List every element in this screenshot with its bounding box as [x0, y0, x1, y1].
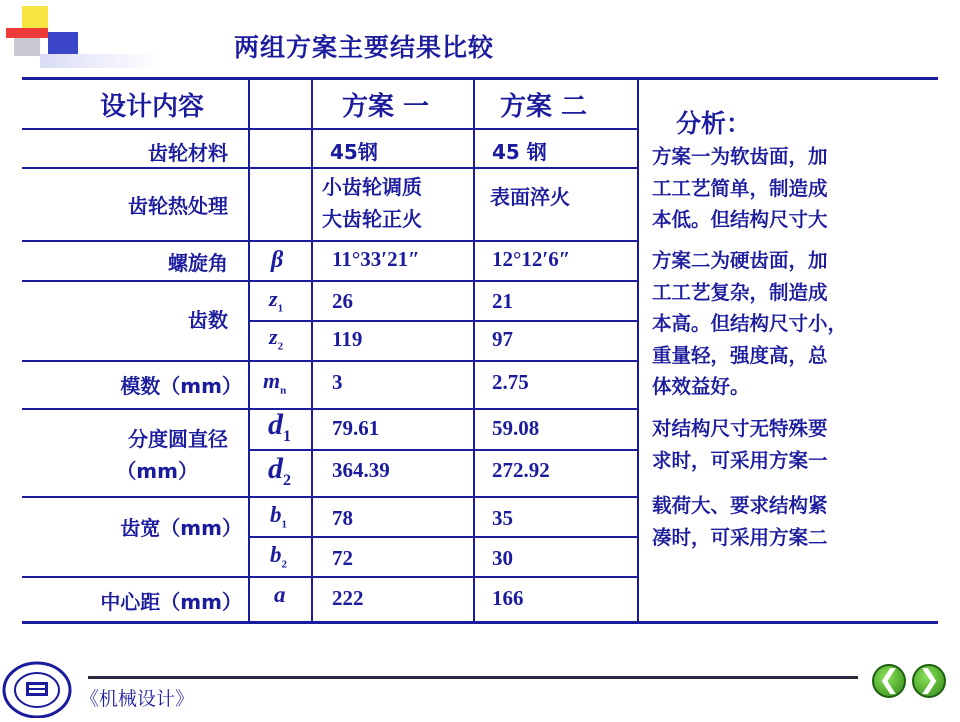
z2-scheme-1: 119	[332, 327, 363, 351]
decorative-gray-square	[14, 38, 40, 56]
analysis-line: 体效益好。	[652, 375, 750, 398]
page-title: 两组方案主要结果比较	[234, 33, 495, 62]
row-divider	[248, 536, 638, 538]
analysis-line: 本低。但结构尺寸大	[652, 208, 828, 231]
z1-scheme-2: 21	[492, 289, 513, 313]
b1-scheme-1: 78	[332, 506, 353, 530]
d2-scheme-2: 272.92	[492, 458, 550, 482]
row-divider	[22, 128, 638, 130]
row-divider	[22, 360, 638, 362]
z1-scheme-1: 26	[332, 289, 353, 313]
d2-scheme-1: 364.39	[332, 458, 390, 482]
symbol-d2: $d_2$	[268, 452, 291, 489]
d1-scheme-2: 59.08	[492, 416, 540, 440]
footer-rule	[88, 676, 858, 679]
row-divider	[22, 240, 638, 242]
symbol-mn: $m_n$	[263, 368, 287, 397]
label-gear-material: 齿轮材料	[148, 141, 228, 165]
label-helix-angle: 螺旋角	[168, 251, 228, 275]
center-scheme-2: 166	[492, 586, 524, 610]
row-divider	[248, 449, 638, 451]
footer-course-title: 《机械设计》	[80, 689, 195, 710]
analysis-line: 求时，可采用方案一	[652, 448, 828, 472]
analysis-paragraph-1	[652, 141, 828, 236]
analysis-line: 工工艺简单，制造成	[652, 176, 828, 200]
header-design-content: 设计内容	[100, 92, 205, 122]
helix-scheme-2: 12°12′6″	[492, 247, 571, 271]
label-center-distance: 中心距（mm）	[100, 590, 242, 614]
analysis-paragraph-3	[652, 413, 828, 476]
analysis-line: 方案二为硬齿面，加	[652, 249, 828, 272]
helix-scheme-1: 11°33′21″	[332, 247, 420, 271]
decorative-red-bar	[6, 28, 48, 38]
column-divider	[473, 78, 475, 623]
label-pitch-diameter-unit: （mm）	[116, 459, 198, 483]
analysis-paragraph-2	[652, 245, 847, 403]
row-divider	[22, 280, 638, 282]
previous-slide-button[interactable]: ❮	[872, 664, 906, 698]
symbol-z1: $z_1$	[269, 286, 284, 315]
label-pitch-diameter: 分度圆直径	[128, 427, 228, 451]
symbol-b1: $b_1$	[270, 502, 287, 531]
analysis-line: 重量轻，强度高，总	[652, 343, 828, 367]
header-scheme-1: 方案 一	[342, 92, 430, 122]
material-scheme-1: 45钢	[330, 140, 378, 164]
column-divider	[637, 78, 639, 623]
label-teeth-number: 齿数	[188, 308, 228, 332]
symbol-z2: $z_2$	[269, 324, 284, 353]
label-module: 模数（mm）	[120, 374, 242, 398]
material-scheme-2: 45 钢	[492, 140, 547, 164]
symbol-b2: $b_2$	[270, 542, 287, 571]
b2-scheme-2: 30	[492, 546, 513, 570]
label-heat-treatment: 齿轮热处理	[128, 194, 228, 218]
heat-scheme-1-line-1: 小齿轮调质	[322, 175, 422, 199]
decorative-gradient-bar	[40, 54, 160, 68]
analysis-line: 凑时，可采用方案二	[652, 525, 828, 549]
symbol-beta: β	[271, 247, 284, 273]
analysis-line: 本高。但结构尺寸小，	[652, 312, 848, 335]
analysis-heading: 分析：	[676, 109, 752, 138]
next-slide-button[interactable]: ❯	[912, 664, 946, 698]
d1-scheme-1: 79.61	[332, 416, 380, 440]
analysis-line: 方案一为软齿面，加	[652, 145, 828, 168]
center-scheme-1: 222	[332, 586, 364, 610]
university-logo	[2, 660, 72, 718]
symbol-a: a	[274, 582, 286, 607]
row-divider	[22, 167, 638, 169]
analysis-line: 工工艺复杂，制造成	[652, 280, 828, 304]
module-scheme-2: 2.75	[492, 370, 529, 394]
table-top-rule	[22, 77, 938, 80]
row-divider	[22, 576, 638, 578]
label-face-width: 齿宽（mm）	[120, 516, 242, 540]
module-scheme-1: 3	[332, 370, 343, 394]
row-divider	[22, 408, 638, 410]
b2-scheme-1: 72	[332, 546, 353, 570]
b1-scheme-2: 35	[492, 506, 513, 530]
row-divider	[248, 320, 638, 322]
column-divider	[311, 78, 313, 623]
column-divider	[248, 78, 250, 623]
analysis-line: 对结构尺寸无特殊要	[652, 417, 828, 440]
row-divider	[22, 496, 638, 498]
header-scheme-2: 方案 二	[500, 92, 588, 122]
z2-scheme-2: 97	[492, 327, 513, 351]
analysis-line: 载荷大、要求结构紧	[652, 494, 828, 517]
symbol-d1: $d_1$	[268, 408, 291, 445]
heat-scheme-1-line-2: 大齿轮正火	[322, 207, 422, 231]
heat-scheme-2: 表面淬火	[490, 185, 570, 209]
analysis-paragraph-4	[652, 490, 828, 553]
table-bottom-rule	[22, 621, 938, 624]
